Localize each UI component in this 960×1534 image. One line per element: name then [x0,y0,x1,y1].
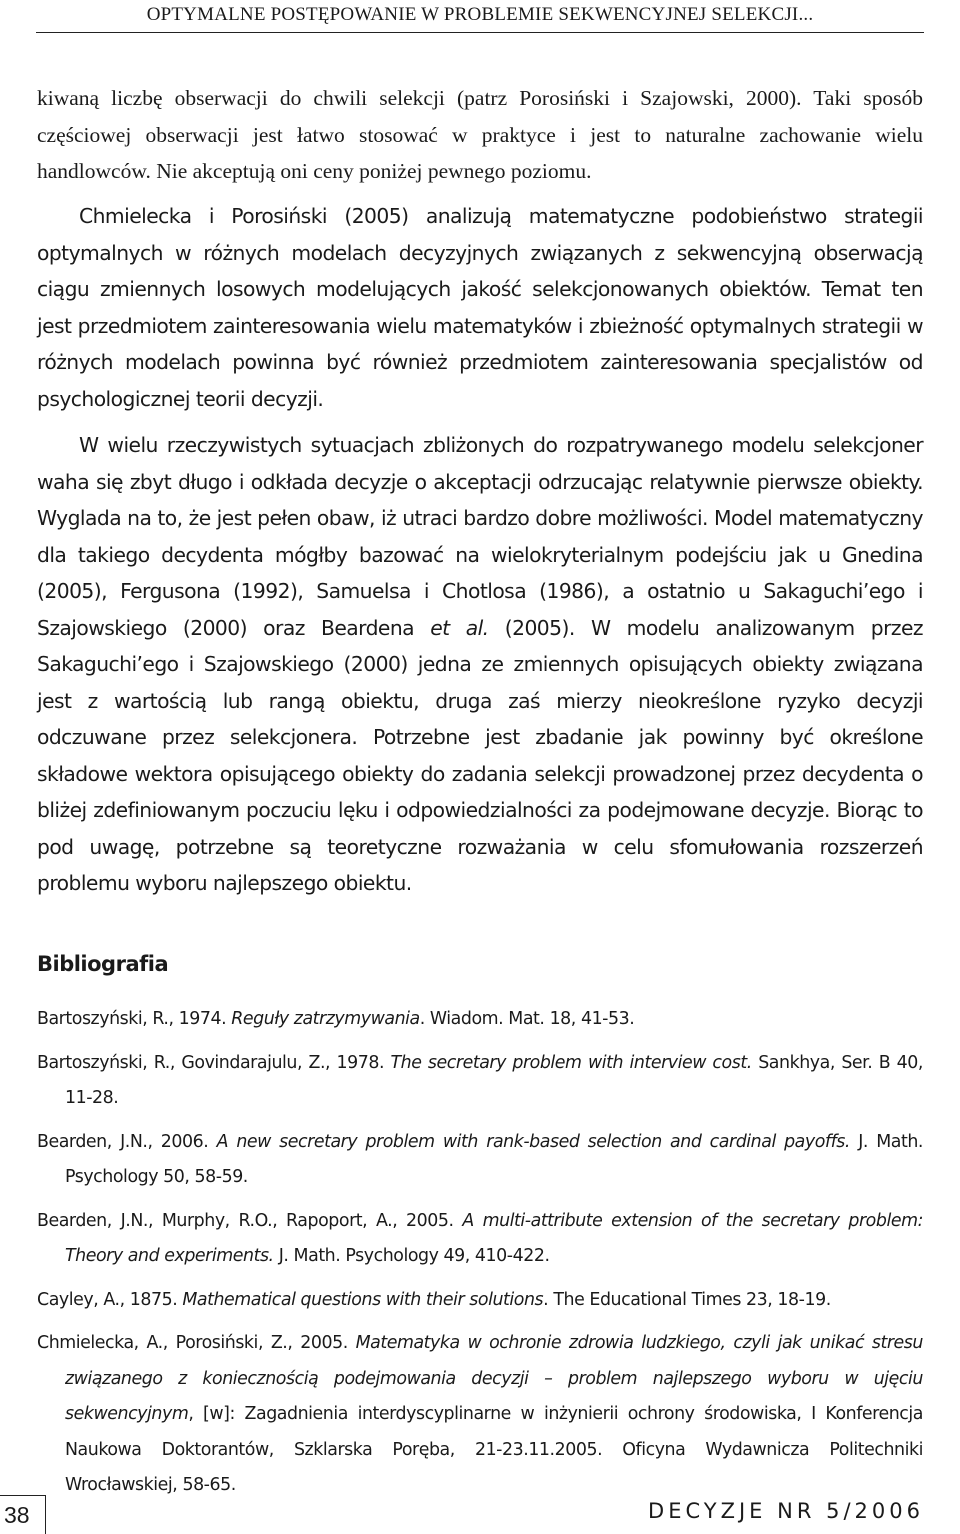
paragraph-chmielecka: Chmielecka i Porosiński (2005) analizują matematyczne podobieństwo strategii optymalnych w różnych modelach decyzyjnych związanych z sekwencyjną obserwacją ciągu zmiennych losowych modelujących jakość selekcjonowanych obiektów. Temat ten jest przedmiotem zainteresowania wielu matematyków i zbieżność optymalnych strategii w różnych modelach powinna być również przedmiotem zainteresowania specjalistów od psychologicznej teorii decyzji. [37,204,923,411]
reference-title: Reguły zatrzymywania [231,1009,420,1029]
reference-item [37,1283,923,1319]
reference-authors: Bearden, J.N., 2006. [37,1131,217,1152]
reference-title: A new secretary problem with rank-based selection and cardinal payoffs. [216,1131,850,1152]
reference-source: J. Math. Psychology 49, 410-422. [273,1246,550,1266]
reference-authors: Cayley, A., 1875. [37,1289,183,1310]
reference-authors: Chmielecka, A., Porosiński, Z., 2005. [37,1333,356,1353]
reference-item [37,1002,923,1038]
reference-title: A multi-attribute extension of the secretary problem: Theory and experiments. [65,1210,923,1266]
reference-item [37,1326,923,1504]
running-title: OPTYMALNE POSTĘPOWANIE W PROBLEMIE SEKWENCYJNEJ SELEKCJI... [146,4,814,25]
paragraph-text-start: W wielu rzeczywistych sytuacjach zbliżonych do rozpatrywanego modelu selekcjoner waha się zbyt długo i odkłada decyzje o akceptacji odrzucając relatywnie pierwsze obiekty. Wyglada na to, że jest pełen obaw, iż utraci bardzo dobre możliwości. Model matematyczny dla takiego decydenta mógłby bazować na wielokryterialnym podejściu jak u Gnedina (2005), Fergusona (1992), Samuelsa i Chotlosa (1986), a ostatnio u Sakaguchi’ego i Szajowskiego (2000) oraz Beardena [37,433,923,640]
reference-title: The secretary problem with interview cost. [390,1052,752,1073]
intro-paragraph: kiwaną liczbę obserwacji do chwili selekcji (patrz Porosiński i Szajowski, 2000). Taki sposób częściowej obserwacji jest łatwo stosować w praktyce i jest to naturalne zachowanie wielu handlowców. Nie akceptują oni ceny poniżej pewnego poziomu. [37,86,923,183]
bibliography-list [37,1002,923,1512]
reference-source: , [w]: Zagadnienia interdyscyplinarne w inżynierii ochrony środowiska, I Konferencja Naukowa Doktorantów, Szklarska Poręba, 21-23.11.2005. Oficyna Wydawnicza Politechniki Wrocławskiej, 58-65. [65,1404,923,1495]
header-rule [36,32,924,33]
reference-source: Sankhya, Ser. B 40, 11-28. [65,1052,923,1108]
reference-source: . Wiadom. Mat. 18, 41-53. [419,1009,635,1029]
reference-source: . The Educational Times 23, 18-19. [543,1289,831,1310]
journal-name: DECYZJE NR 5/2006 [648,1499,924,1523]
reference-authors: Bartoszyński, R., 1974. [37,1009,232,1029]
bibliography-heading: Bibliografia [37,952,169,976]
paragraph-text-end: (2005). W modelu analizowanym przez Sakaguchi’ego i Szajowskiego (2000) jedna ze zmiennych opisujących obiekty związana jest z wartością lub rangą obiektu, druga zaś mierzy nieokreślone ryzyko decyzji odczuwane przez selekcjonera. Potrzebne jest zbadanie jak powinny być określone składowe wektora opisującego obiekty do zadania selekcji prowadzonej przez decydenta o bliżej zdefiniowanym poczuciu lęku i odpowiedzialności za podejmowane decyzje. Biorąc to pod uwagę, potrzebne są teoretyczne rozważania w celu sfomułowania rozszerzeń problemu wyboru najlepszego obiektu. [37,615,923,895]
reference-authors: Bearden, J.N., Murphy, R.O., Rapoport, A., 2005. [37,1210,463,1231]
reference-item [37,1046,923,1117]
paragraph-decision-maker [37,427,923,902]
page-number: 38 [0,1495,46,1534]
reference-source: J. Math. Psychology 50, 58-59. [65,1131,924,1187]
reference-title: Mathematical questions with their solutions [182,1289,544,1310]
reference-authors: Bartoszyński, R., Govindarajulu, Z., 1978. [37,1052,391,1073]
et-al-italic: et al. [430,615,489,640]
reference-item [37,1204,923,1275]
reference-title: Matematyka w ochronie zdrowia ludzkiego, czyli jak unikać stresu związanego z koniecznością podejmowania decyzji – problem najlepszego wyboru w ujęciu sekwencyjnym [65,1333,923,1424]
reference-item [37,1125,923,1196]
